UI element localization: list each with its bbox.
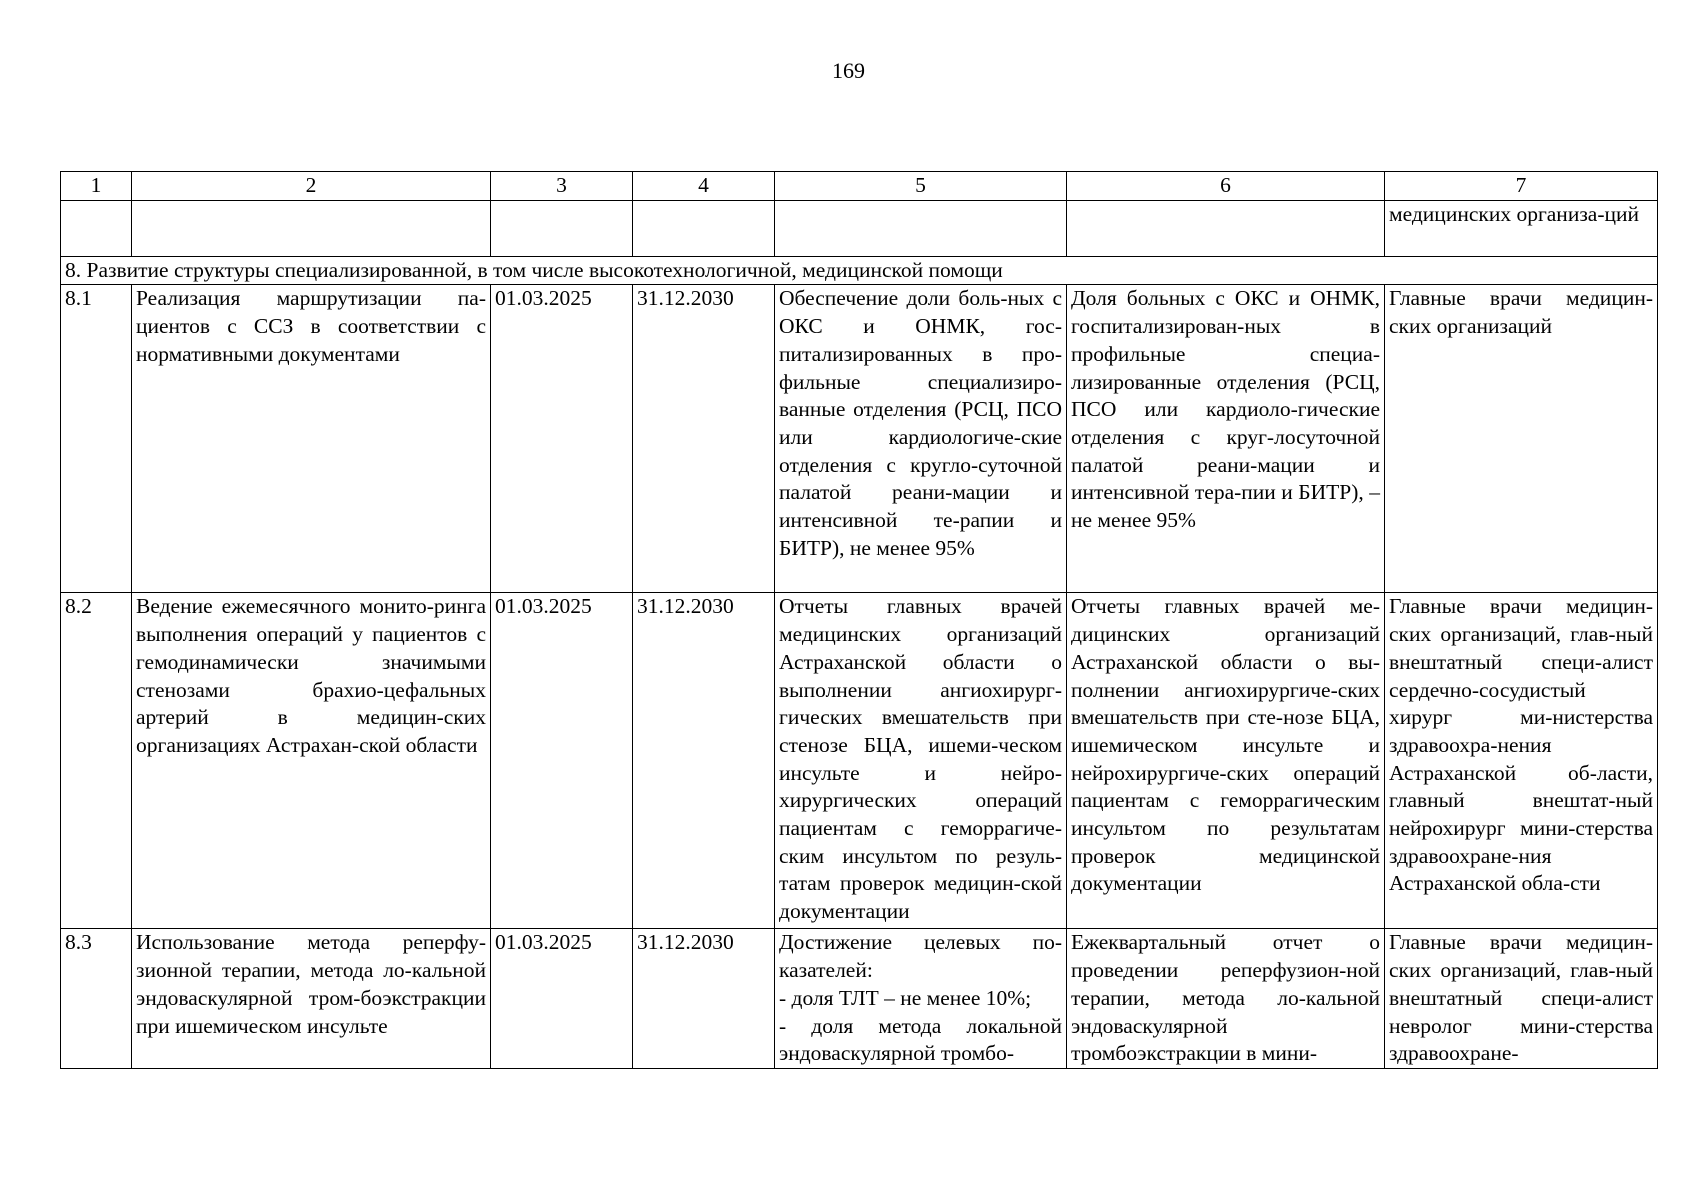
result-cell: Обеспечение доли боль-ных с ОКС и ОНМК, гос-питализированных в про-фильные специализиро-ванные отделения (РСЦ, ПСО или кардиологиче-ские отделения с кругло-суточной палатой реани-мации и интенсивной те-рапии и БИТР), не менее 95% (775, 285, 1067, 593)
end-date: 31.12.2030 (633, 929, 775, 1069)
column-number-row (61, 172, 1658, 201)
column-number: 6 (1067, 172, 1385, 201)
column-number: 1 (61, 172, 132, 201)
column-number: 7 (1385, 172, 1658, 201)
result-cell: Отчеты главных врачей медицинских организаций Астраханской области о выполнении ангиохирург-гических вмешательств при стенозе БЦА, ишеми-ческом инсульте и нейро-хирургических операций пациентам с геморрагиче-ским инсультом по резуль-татам проверок медицин-ской документации (775, 593, 1067, 929)
responsible-cell: медицинских организа-ций (1385, 200, 1658, 256)
empty-cell (775, 200, 1067, 256)
empty-cell (1067, 200, 1385, 256)
result-line: Достижение целевых по-казателей: (779, 930, 1062, 983)
page-number: 169 (832, 58, 865, 83)
end-date: 31.12.2030 (633, 593, 775, 929)
result-line: - доля ТЛТ – не менее 10%; (779, 985, 1032, 1010)
empty-cell (633, 200, 775, 256)
table-row (61, 593, 1658, 929)
start-date: 01.03.2025 (491, 929, 633, 1069)
start-date: 01.03.2025 (491, 593, 633, 929)
activities-table (60, 171, 1658, 1069)
result-line: - доля метода локальной эндоваскулярной тромбо- (779, 1013, 1062, 1066)
activity-cell: Ведение ежемесячного монито-ринга выполнения операций у пациентов с гемодинамически значимыми стенозами брахио-цефальных артерий в медицин-ских организациях Астрахан-ской области (132, 593, 491, 929)
empty-cell (132, 200, 491, 256)
row-number: 8.2 (61, 593, 132, 929)
column-number: 2 (132, 172, 491, 201)
row-number: 8.3 (61, 929, 132, 1069)
continuation-row (61, 200, 1658, 256)
indicator-cell: Доля больных с ОКС и ОНМК, госпитализирован-ных в профильные специа-лизированные отделения (РСЦ, ПСО или кардиоло-гические отделения с круг-лосуточной палатой реани-мации и интенсивной тера-пии и БИТР), – не менее 95% (1067, 285, 1385, 593)
responsible-cell: Главные врачи медицин-ских организаций (1385, 285, 1658, 593)
result-cell (775, 929, 1067, 1069)
section-title: 8. Развитие структуры специализированной, в том числе высокотехнологичной, медицинской помощи (61, 256, 1658, 285)
empty-cell (491, 200, 633, 256)
column-number: 5 (775, 172, 1067, 201)
activity-cell: Реализация маршрутизации па-циентов с ССЗ в соответствии с нормативными документами (132, 285, 491, 593)
responsible-cell: Главные врачи медицин-ских организаций, глав-ный внештатный специ-алист невролог мини-стерства здравоохране- (1385, 929, 1658, 1069)
end-date: 31.12.2030 (633, 285, 775, 593)
indicator-cell: Ежеквартальный отчет о проведении реперфузион-ной терапии, метода ло-кальной эндоваскулярной тромбоэкстракции в мини- (1067, 929, 1385, 1069)
start-date: 01.03.2025 (491, 285, 633, 593)
column-number: 3 (491, 172, 633, 201)
table-row (61, 929, 1658, 1069)
indicator-cell: Отчеты главных врачей ме-дицинских организаций Астраханской области о вы-полнении ангиохирургиче-ских вмешательств при сте-нозе БЦА, ишемическом инсульте и нейрохирургиче-ских операций пациентам с геморрагическим инсультом по результатам проверок медицинской документации (1067, 593, 1385, 929)
table-row (61, 285, 1658, 593)
section-row (61, 256, 1658, 285)
empty-cell (61, 200, 132, 256)
column-number: 4 (633, 172, 775, 201)
row-number: 8.1 (61, 285, 132, 593)
responsible-cell: Главные врачи медицин-ских организаций, глав-ный внештатный специ-алист сердечно-сосудистый хирург ми-нистерства здравоохра-нения Астраханской об-ласти, главный внештат-ный нейрохирург мини-стерства здравоохране-ния Астраханской обла-сти (1385, 593, 1658, 929)
activity-cell: Использование метода реперфу-зионной терапии, метода ло-кальной эндоваскулярной тром-боэкстракции при ишемическом инсульте (132, 929, 491, 1069)
